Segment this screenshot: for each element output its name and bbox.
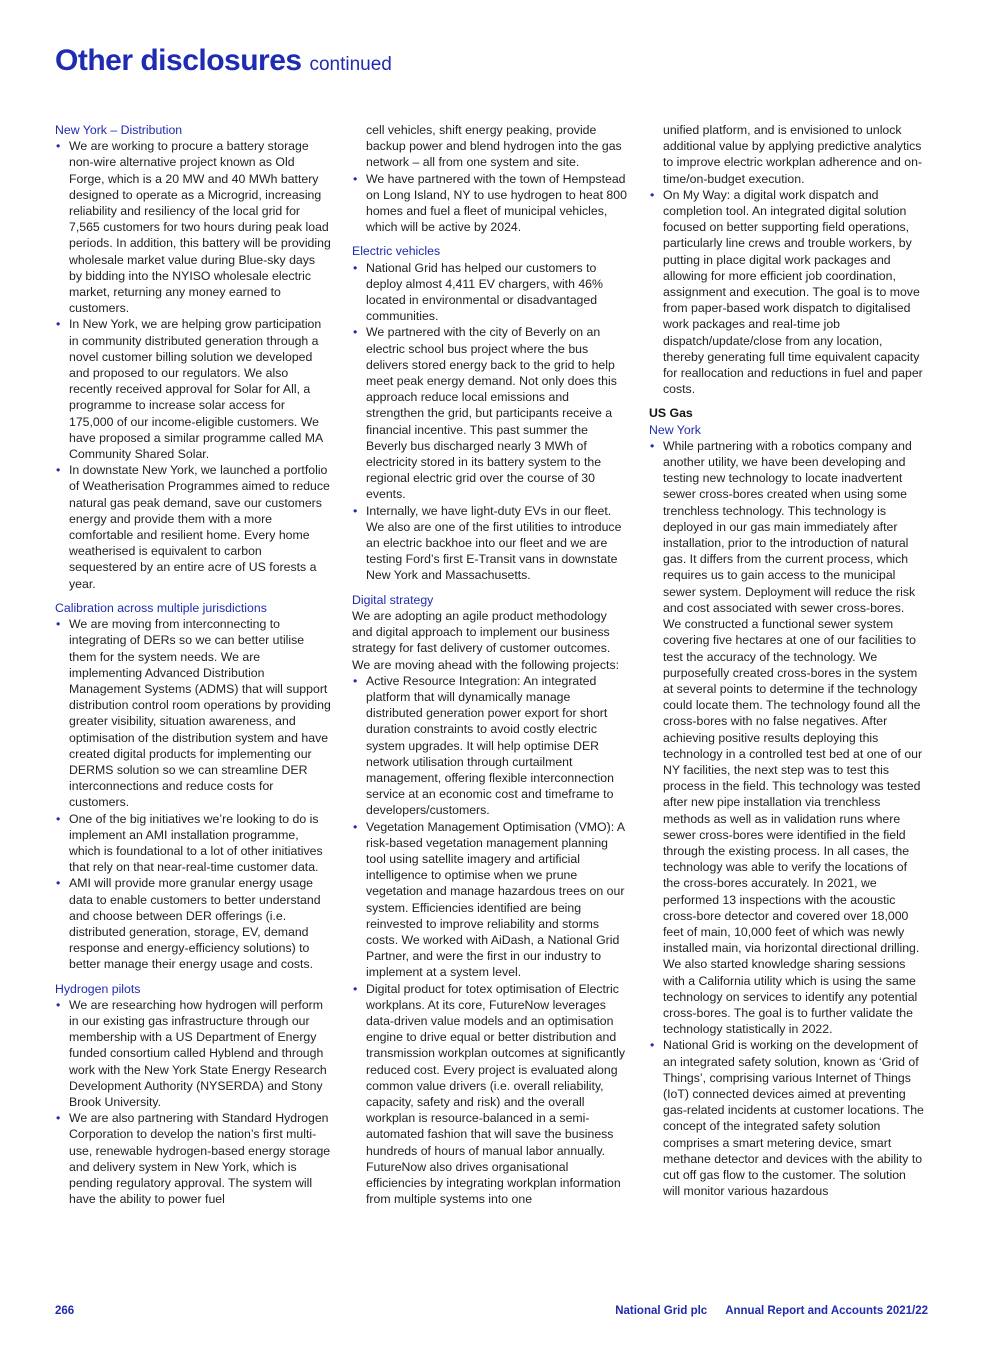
section-heading-us-gas: US Gas	[649, 406, 693, 421]
page-number: 266	[55, 1305, 75, 1317]
section-heading-ny-distribution: New York – Distribution	[55, 123, 183, 137]
digital-strategy-intro: We are adopting an agile product methodology and digital approach to implement our business strategy for fast delivery of customer outcomes. We are moving ahead with the following projects:	[352, 608, 620, 672]
section-heading-calibration: Calibration across multiple jurisdictions	[55, 600, 267, 615]
list-item: • In New York, we are helping grow participation in community distributed generation through a novel customer billing solution we developed and proposed to our regulators. We also recently received approval for Solar for All, a programme to increase solar access for 175,000 of our income-eligible customers. We have proposed a similar programme called MA Community Shared Solar.	[55, 316, 331, 462]
list-item: • On My Way: a digital work dispatch and completion tool. An integrated digital solution focused on better supporting field operations, particularly line crews and trouble workers, by putting in place digital work packages and allowing for more efficient job coordination, assignment and execution. The goal is to move from paper-based work dispatch to digitalised work packages and real-time job dispatch/update/close from any location, thereby generating full time equivalent capacity for reallocation and reductions in fuel and paper costs.	[649, 187, 925, 398]
list-item: • We are working to procure a battery storage non-wire alternative project known as Old Forge, which is a 20 MW and 40 MWh battery designed to operate as a Microgrid, increasing reliability and resiliency of the local grid for 7,565 customers for two hours during peak load periods. In addition, this battery will be providing wholesale market value during Blue-sky days by bidding into the NYISO wholesale electric market, returning any money earned to customers.	[55, 138, 331, 316]
list-item: • We are moving from interconnecting to integrating of DERs so we can better utilise them for the system needs. We are implementing Advanced Distribution Management Systems (ADMS) that will support distribution control room operations by providing greater visibility, situation awareness, and optimisation of the distribution system and have created digital products for implementing our DERMS solution so we can streamline DER interconnections and reduce costs for customers.	[55, 616, 331, 810]
footer-company: National Grid plc	[615, 1305, 708, 1317]
subheading-new-york: New York	[649, 422, 701, 437]
column-1	[55, 122, 331, 1207]
digital-strategy-list	[352, 673, 628, 1208]
list-item: • National Grid is working on the development of an integrated safety solution, known as ‘Grid of Things’, comprising various Internet of Things (IoT) connected devices aimed at preventing gas-related incidents at customer locations. The concept of the integrated safety solution comprises a smart metering device, smart methane detector and devices with the ability to cut off gas flow to the customer. The solution will monitor various hazardous	[649, 1037, 925, 1199]
list-item: • National Grid has helped our customers to deploy almost 4,411 EV chargers, with 46% located in environmental or disadvantaged communities.	[352, 260, 628, 325]
digital-continued-text: unified platform, and is envisioned to unlock additional value by applying predictive analytics to improve electric workplan adherence and on-time/on-budget execution.	[663, 123, 923, 186]
section-heading-digital-strategy: Digital strategy	[352, 592, 434, 607]
list-item: • While partnering with a robotics company and another utility, we have been developing and testing new technology to locate inadvertent sewer cross-bores created when using some trenchless technology. This technology is deployed in our gas main immediately after installation, prior to the introduction of natural gas. It differs from the current process, which requires us to gain access to the municipal sewer system. Deployment will reduce the risk and cost associated with sewer cross-bores. We constructed a functional sewer system covering five hectares at one of our facilities to test the accuracy of the technology. We purposefully created cross-bores in the system at several points to determine if the technology could locate them. The technology found all the cross-bores with no false negatives. After achieving positive results deploying this technology in a controlled test bed at one of our NY facilities, the next step was to test this process in the field. This technology was tested after new pipe installation via trenchless methods as well as in validation runs where sewer cross-bores were identified in the field through the existing process. In all cases, the technology was able to verify the locations of the cross-bores accurately. In 2021, we performed 13 inspections with the acoustic cross-bore detector and covered over 18,000 feet of main, 10,000 feet of which was newly installed main, via horizontal directional drilling. We also started knowledge sharing sessions with a California utility which is using the same technology on services to identify any potential cross-bores. The goal is to further validate the technology statistically in 2022.	[649, 438, 925, 1038]
footer-report-title: Annual Report and Accounts 2021/22	[725, 1305, 928, 1317]
column-2	[352, 122, 628, 1207]
section-heading-hydrogen: Hydrogen pilots	[55, 981, 141, 996]
calibration-list	[55, 616, 331, 972]
list-item: • Digital product for totex optimisation of Electric workplans. At its core, FutureNow leverages data-driven value models and an optimisation engine to drive equal or better distribution and transmission workplan outcomes at significantly reduced cost. Every project is evaluated along common value drivers (i.e. overall reliability, capacity, safety and risk) and the overall workplan is resource-balanced in a semi-automated fashion that will save the business hundreds of hours of manual labor annually. FutureNow also drives organisational efficiencies by integrating workplan information from multiple systems into one	[352, 981, 628, 1208]
continued-label: continued	[309, 54, 392, 75]
hydrogen-list-continued	[352, 171, 628, 236]
list-item: • Vegetation Management Optimisation (VMO): A risk-based vegetation management planning tool using satellite imagery and artificial intelligence to optimise when we prune vegetation and manage hazardous trees on our system. Efficiencies identified are being reinvested to improve reliability and storms costs. We worked with AiDash, a National Grid Partner, and were the first in our industry to implement at a system level.	[352, 819, 628, 981]
list-item: • In downstate New York, we launched a portfolio of Weatherisation Programmes aimed to reduce natural gas peak demand, save our customers energy and provide them with a more comfortable and resilient home. Every home weatherised is equivalent to carbon sequestered by an entire acre of US forests a year.	[55, 462, 331, 592]
section-heading-electric-vehicles: Electric vehicles	[352, 244, 441, 259]
us-gas-list	[649, 438, 925, 1200]
list-item: • We are researching how hydrogen will perform in our existing gas infrastructure through our membership with a US Department of Energy funded consortium called Hyblend and through work with the New York State Energy Research Development Authority (NYSERDA) and Stony Brook University.	[55, 997, 331, 1110]
list-item: • One of the big initiatives we’re looking to do is implement an AMI installation programme, which is foundational to a lot of other initiatives that rely on that near-real-time customer data.	[55, 811, 331, 876]
ny-distribution-list	[55, 138, 331, 592]
list-item: • Internally, we have light-duty EVs in our fleet. We also are one of the first utilities to introduce an electric backhoe into our fleet and we are testing Ford’s first E-Transit vans in downstate New York and Massachusetts.	[352, 503, 628, 584]
list-item: • We are also partnering with Standard Hydrogen Corporation to develop the nation’s first multi-use, renewable hydrogen-based energy storage and delivery system in New York, which is pending regulatory approval. The system will have the ability to power fuel	[55, 1110, 331, 1207]
page-title-text: Other disclosures	[55, 44, 302, 77]
hydrogen-list	[55, 997, 331, 1208]
electric-vehicles-list	[352, 260, 628, 584]
hydrogen-continued-text: cell vehicles, shift energy peaking, provide backup power and blend hydrogen into the gas network – all from one system and site.	[366, 123, 622, 170]
list-item: • We partnered with the city of Beverly on an electric school bus project where the bus delivers stored energy back to the grid to help meet peak energy demand. Not only does this approach reduce local emissions and strengthen the grid, but participants receive a financial incentive. This past summer the Beverly bus discharged nearly 3 MWh of electricity stored in its battery system to the regional electric grid over the course of 30 events.	[352, 324, 628, 502]
page-title	[55, 44, 392, 78]
column-3	[649, 122, 925, 1199]
digital-strategy-list-continued	[649, 187, 925, 398]
list-item: • Active Resource Integration: An integrated platform that will dynamically manage distributed generation power export for short duration constraints to avoid costly electric system upgrades. It will help optimise DER network utilisation through curtailment management, offering flexible interconnection service at an economic cost and timeframe to developers/customers.	[352, 673, 628, 819]
footer-right	[597, 1305, 928, 1317]
list-item: • AMI will provide more granular energy usage data to enable customers to better understand and choose between DER offerings (i.e. distributed generation, storage, EV, demand response and energy-efficiency solutions) to better manage their energy usage and costs.	[55, 875, 331, 972]
list-item: • We have partnered with the town of Hempstead on Long Island, NY to use hydrogen to heat 800 homes and fuel a fleet of municipal vehicles, which will be active by 2024.	[352, 171, 628, 236]
